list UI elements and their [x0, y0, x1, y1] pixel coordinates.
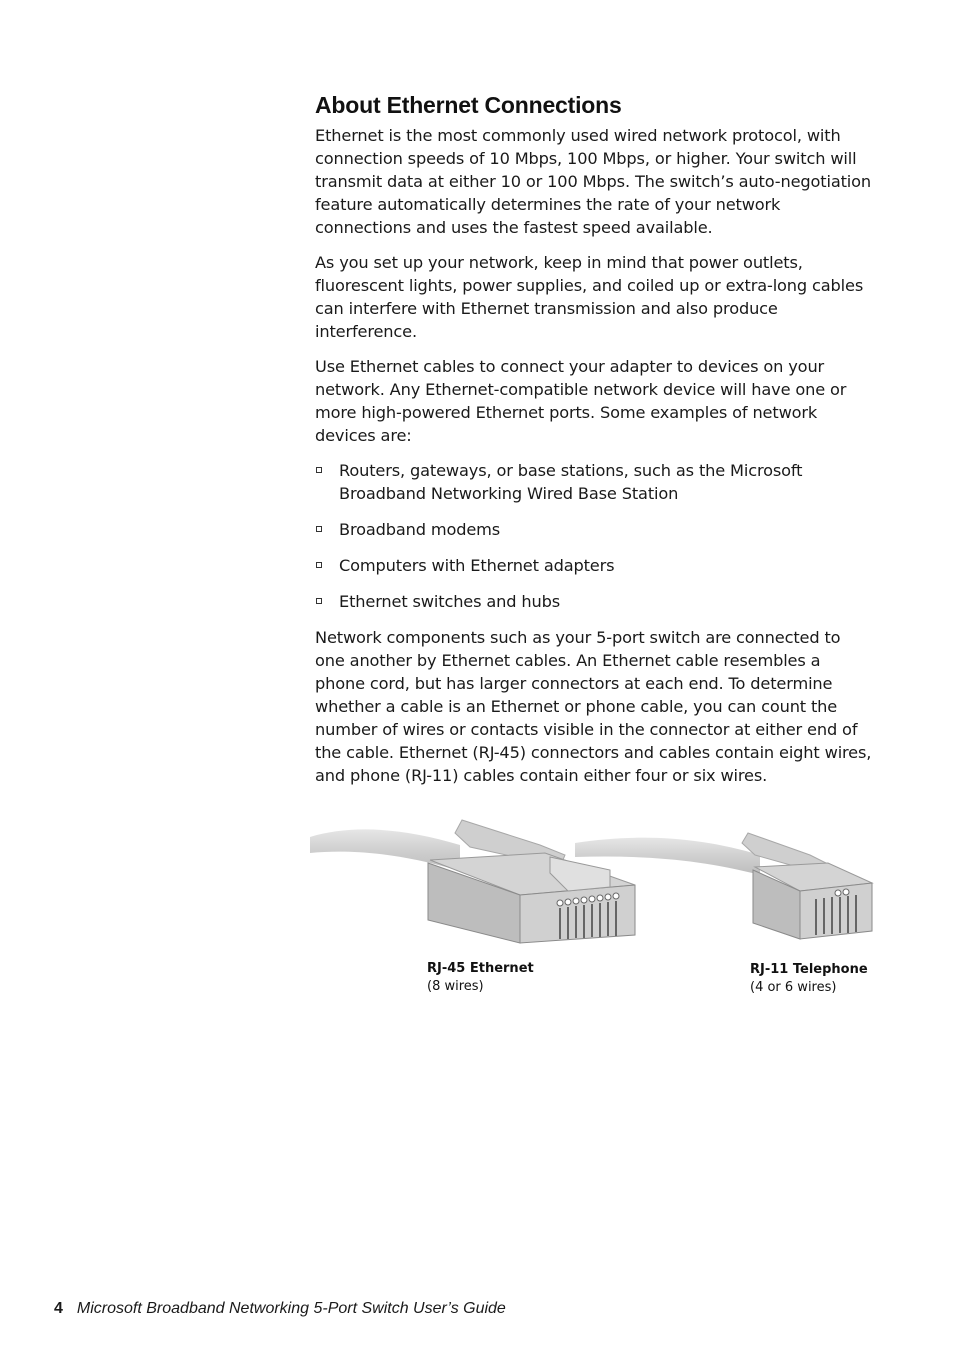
list-item: Computers with Ethernet adapters [315, 554, 875, 577]
list-item: Broadband modems [315, 518, 875, 541]
connector-illustration [310, 815, 880, 955]
rj45-caption-title: RJ-45 Ethernet [427, 961, 534, 976]
main-content [315, 92, 875, 799]
connector-figure [310, 815, 880, 1005]
square-bullet-icon [316, 467, 322, 473]
paragraph-cables: Network components such as your 5-port switch are connected to one another by Ethernet cables. An Ethernet cable resembles a phone cord, but has larger connectors at each end. To determine whether a cable is an Ethernet or phone cable, you can count the number of wires or contacts visible in the connector at either end of the cable. Ethernet (RJ-45) connectors and cables contain eight wires, and phone (RJ-11) cables contain either four or six wires. [315, 628, 872, 785]
paragraph-intro: Ethernet is the most commonly used wired network protocol, with connection speeds of 10 Mbps, 100 Mbps, or higher. Your switch will transmit data at either 10 or 100 Mbps. The switch’s auto-negotiation feature automatically determines the rate of your network connections and uses the fastest speed available. [315, 126, 871, 237]
square-bullet-icon [316, 562, 322, 568]
rj11-caption-title: RJ-11 Telephone [750, 962, 868, 977]
rj11-caption [750, 961, 868, 997]
rj45-connector-icon [310, 820, 635, 943]
device-list [315, 459, 875, 613]
section-heading: About Ethernet Connections [315, 92, 622, 118]
rj11-caption-detail: (4 or 6 wires) [750, 980, 837, 995]
paragraph-devices: Use Ethernet cables to connect your adapter to devices on your network. Any Ethernet-compatible network device will have one or more high-powered Ethernet ports. Some examples of network devices are: [315, 357, 847, 445]
rj45-caption-detail: (8 wires) [427, 979, 484, 994]
page-footer [54, 1300, 506, 1318]
list-item: Ethernet switches and hubs [315, 590, 875, 613]
paragraph-interference: As you set up your network, keep in mind that power outlets, fluorescent lights, power supplies, and coiled up or extra-long cables can interfere with Ethernet transmission and also produce interference. [315, 253, 864, 341]
page-number: 4 [54, 1300, 63, 1317]
book-title: Microsoft Broadband Networking 5-Port Switch User’s Guide [76, 1300, 506, 1317]
list-item: Routers, gateways, or base stations, such as the Microsoft Broadband Networking Wired Base Station [315, 459, 875, 505]
square-bullet-icon [316, 526, 322, 532]
rj45-caption [427, 960, 534, 996]
square-bullet-icon [316, 598, 322, 604]
